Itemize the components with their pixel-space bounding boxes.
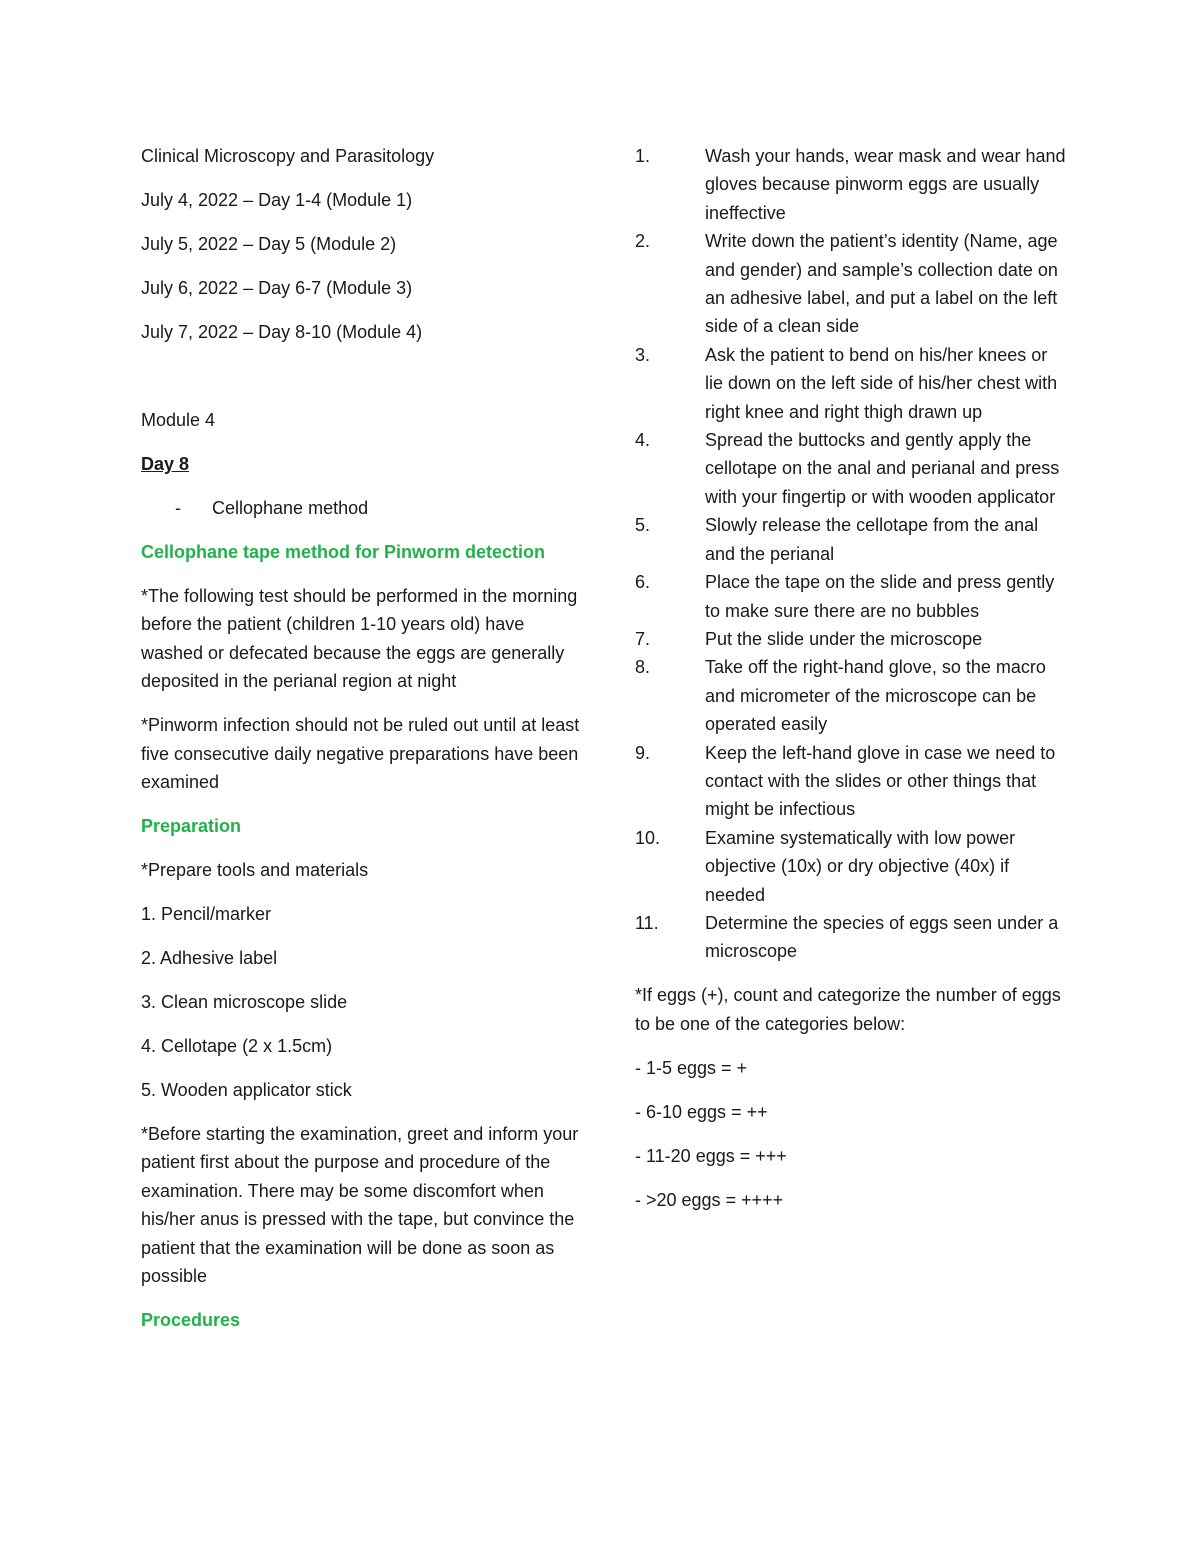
procedures-heading: Procedures [141,1310,241,1331]
step-number: 8. [635,657,651,678]
procedure-step [635,511,1067,568]
step-number: 6. [635,572,651,593]
module-label: Module 4 [141,410,216,430]
step-number: 7. [635,628,651,649]
preparation-intro: *Prepare tools and materials [141,860,369,881]
schedule-line: July 7, 2022 – Day 8-10 (Module 4) [141,322,423,342]
preparation-heading: Preparation [141,816,242,837]
procedure-steps-list [635,142,1067,966]
dash-mark: - [175,498,181,518]
category-item: - 1-5 eggs = + [635,1057,748,1078]
procedure-step [635,142,1067,227]
step-text: Spread the buttocks and gently apply the cellotape on the anal and perianal and press with your fingertip or with wooden applicator [705,430,1060,507]
right-column [635,142,1067,1230]
step-text: Take off the right-hand glove, so the macro and micrometer of the microscope can be operated easily [705,657,1046,735]
step-number: 9. [635,742,651,763]
method-text: Cellophane method [212,498,369,518]
note-paragraph: *The following test should be performed in the morning before the patient (children 1-10 years old) have washed or defecated because the eggs are generally deposited in the perianal region at night [141,586,578,692]
step-number: 2. [635,231,651,252]
procedure-step [635,341,1067,426]
section-heading: Cellophane tape method for Pinworm detection [141,542,546,562]
procedure-step [635,824,1067,909]
step-number: 10. [635,827,661,848]
day-heading-text: Day 8 [141,454,190,474]
day-heading [141,450,581,478]
step-number: 5. [635,515,651,536]
procedure-step [635,909,1067,966]
step-number: 4. [635,430,651,451]
procedure-step [635,568,1067,625]
material-item: 4. Cellotape (2 x 1.5cm) [141,1036,333,1057]
step-number: 3. [635,344,651,365]
procedure-step [635,426,1067,511]
material-item: 2. Adhesive label [141,948,278,969]
left-column [141,142,581,1350]
step-text: Determine the species of eggs seen under a microscope [705,912,1059,962]
count-note: *If eggs (+), count and categorize the number of eggs to be one of the categories below: [635,985,1061,1034]
step-text: Put the slide under the microscope [705,628,983,649]
procedure-step [635,739,1067,824]
category-item: - >20 eggs = ++++ [635,1189,784,1210]
step-text: Examine systematically with low power objective (10x) or dry objective (40x) if needed [705,827,1016,905]
step-text: Place the tape on the slide and press gently to make sure there are no bubbles [705,572,1055,621]
material-item: 1. Pencil/marker [141,904,272,925]
schedule-line: July 4, 2022 – Day 1-4 (Module 1) [141,190,413,210]
method-bullet [175,494,581,522]
step-text: Write down the patient’s identity (Name, age and gender) and sample’s collection date on an adhesive label, and put a label on the left side of a clean side [705,231,1058,337]
step-text: Slowly release the cellotape from the anal and the perianal [705,515,1039,564]
step-text: Wash your hands, wear mask and wear hand gloves because pinworm eggs are usually ineffective [705,146,1066,223]
category-item: - 6-10 eggs = ++ [635,1101,768,1122]
course-title: Clinical Microscopy and Parasitology [141,146,435,166]
procedure-step [635,625,1067,653]
schedule-line: July 6, 2022 – Day 6-7 (Module 3) [141,278,413,298]
blank-line [141,362,581,406]
procedure-step [635,227,1067,341]
step-number: 11. [635,912,659,933]
material-item: 3. Clean microscope slide [141,992,348,1013]
note-paragraph: *Before starting the examination, greet and inform your patient first about the purpose and procedure of the examination. There may be some discomfort when his/her anus is pressed with the tape, but convince the patient that the examination will be done as soon as possible [141,1124,579,1287]
category-item: - 11-20 eggs = +++ [635,1145,787,1166]
note-paragraph: *Pinworm infection should not be ruled out until at least five consecutive daily negative preparations have been examined [141,715,580,793]
step-number: 1. [635,146,651,166]
schedule-line: July 5, 2022 – Day 5 (Module 2) [141,234,397,254]
step-text: Ask the patient to bend on his/her knees or lie down on the left side of his/her chest with right knee and right thigh drawn up [705,344,1058,422]
material-item: 5. Wooden applicator stick [141,1080,352,1101]
step-text: Keep the left-hand glove in case we need to contact with the slides or other things that might be infectious [705,742,1056,820]
procedure-step [635,653,1067,738]
